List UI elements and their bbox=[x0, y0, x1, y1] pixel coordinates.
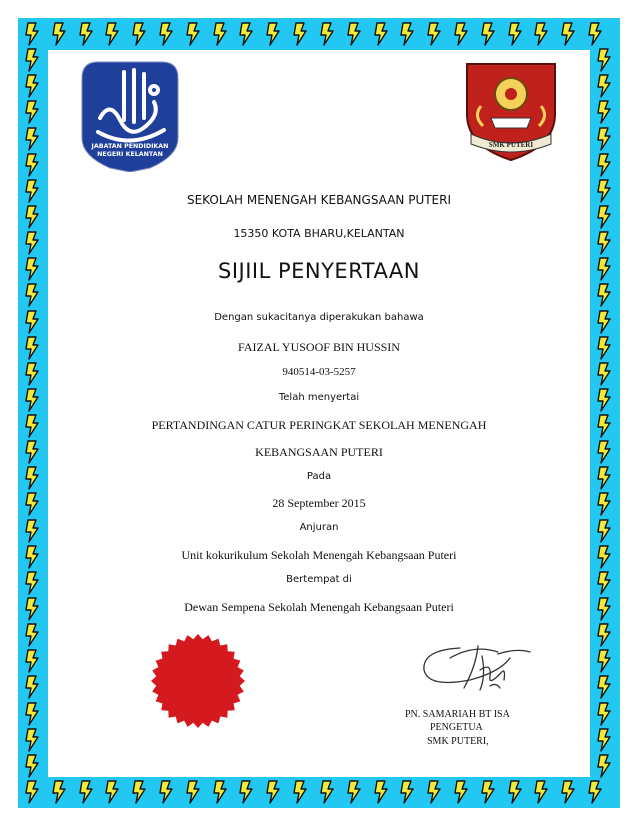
organizer-label: Anjuran bbox=[299, 522, 339, 533]
intro-text: Dengan sukacitanya diperakukan bahawa bbox=[214, 312, 424, 323]
logo-left-line1: JABATAN PENDIDIKAN bbox=[91, 143, 169, 150]
school-crest bbox=[457, 56, 565, 164]
recipient-id: 940514-03-5257 bbox=[282, 366, 356, 378]
venue-label: Bertempat di bbox=[286, 574, 352, 585]
signatory-school: SMK PUTERI, bbox=[427, 736, 489, 747]
logo-left-line2: NEGERI KELANTAN bbox=[97, 151, 163, 158]
red-seal bbox=[150, 633, 246, 729]
signatory-position: PENGETUA bbox=[430, 722, 483, 733]
certificate-title: SIJIIL PENYERTAAN bbox=[217, 259, 420, 283]
event-line-2: KEBANGSAAN PUTERI bbox=[255, 445, 383, 459]
jabatan-pendidikan-logo bbox=[80, 60, 180, 172]
participated-label: Telah menyertai bbox=[278, 392, 360, 403]
venue: Dewan Sempena Sekolah Menengah Kebangsaan Puteri bbox=[184, 600, 454, 614]
event-date: 28 September 2015 bbox=[272, 496, 366, 510]
event-line-1: PERTANDINGAN CATUR PERINGKAT SEKOLAH MENENGAH bbox=[151, 418, 487, 432]
signatory-name: PN. SAMARIAH BT ISA bbox=[405, 709, 510, 720]
organizer: Unit kokurikulum Sekolah Menengah Kebangsaan Puteri bbox=[181, 548, 457, 562]
signature bbox=[420, 636, 535, 696]
school-name: SEKOLAH MENENGAH KEBANGSAAN PUTERI bbox=[186, 193, 452, 207]
date-label: Pada bbox=[306, 471, 332, 482]
logo-right-banner: SMK PUTERI bbox=[488, 141, 534, 149]
school-address: 15350 KOTA BHARU,KELANTAN bbox=[233, 227, 405, 240]
recipient-name: FAIZAL YUSOOF BIN HUSSIN bbox=[238, 340, 400, 354]
